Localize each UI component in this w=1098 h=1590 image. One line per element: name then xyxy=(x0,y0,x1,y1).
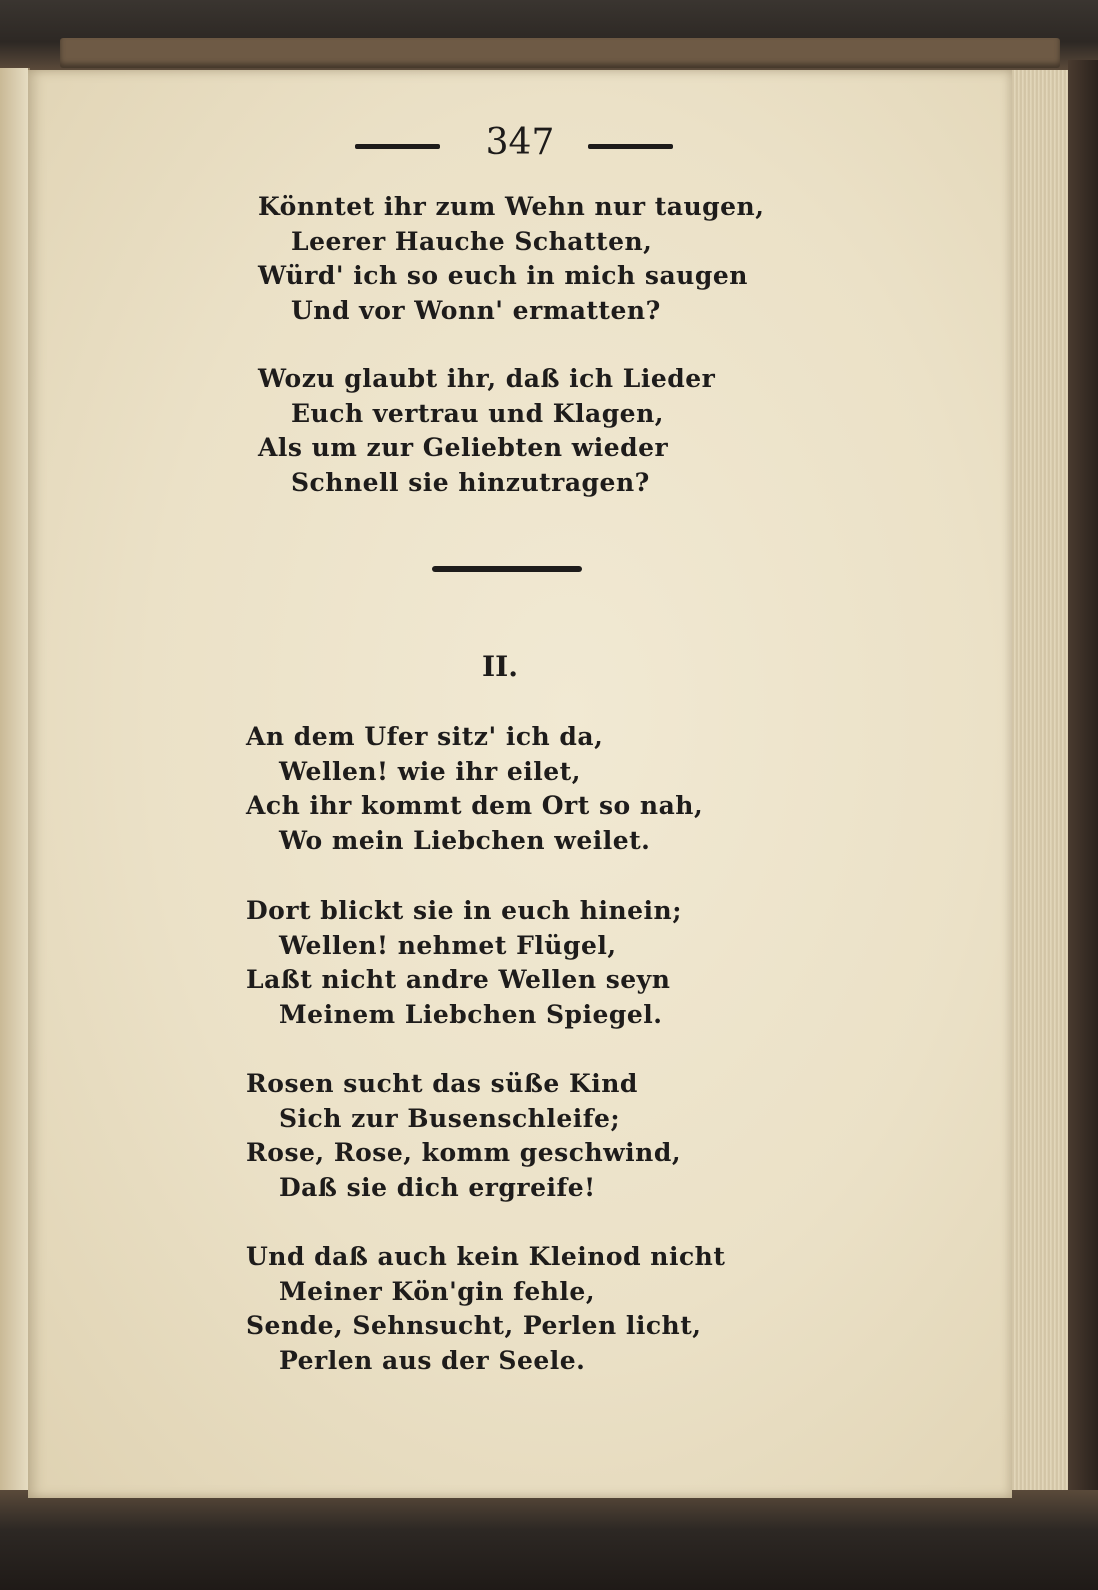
header-dash-right xyxy=(588,144,673,149)
stanza xyxy=(246,720,703,859)
verse-line: Als um zur Geliebten wieder xyxy=(258,433,669,463)
verse-line: Daß sie dich ergreife! xyxy=(279,1173,596,1203)
verse-line: An dem Ufer sitz' ich da, xyxy=(246,722,604,751)
verse-line: Wellen! wie ihr eilet, xyxy=(279,756,581,786)
stanza xyxy=(258,190,764,329)
verse-line: Könntet ihr zum Wehn nur taugen, xyxy=(258,192,765,221)
verse-line: Rose, Rose, komm geschwind, xyxy=(246,1138,682,1168)
page-header xyxy=(320,120,700,170)
verse-line: Dort blickt sie in euch hinein; xyxy=(246,896,682,925)
verse-line: Leerer Hauche Schatten, xyxy=(291,226,653,256)
verse-line: Schnell sie hinzutragen? xyxy=(291,468,650,498)
header-dash-left xyxy=(355,144,440,149)
verse-line: Würd' ich so euch in mich saugen xyxy=(258,261,748,291)
book-cover-right xyxy=(1068,60,1098,1510)
verse-line: Wozu glaubt ihr, daß ich Lieder xyxy=(258,364,716,393)
verse-line: Euch vertrau und Klagen, xyxy=(291,398,664,428)
section-number: II. xyxy=(482,650,518,683)
book-cover-bottom xyxy=(0,1490,1098,1590)
stanza xyxy=(258,362,715,501)
facing-page-edge xyxy=(0,68,30,1498)
page-stack-edge xyxy=(1010,70,1071,1500)
stanza xyxy=(246,894,682,1033)
book-cover-top xyxy=(0,0,1098,70)
verse-line: Sende, Sehnsucht, Perlen licht, xyxy=(246,1311,702,1341)
verse-line: Wo mein Liebchen weilet. xyxy=(279,826,651,856)
stanza xyxy=(246,1240,725,1379)
verse-line: Ach ihr kommt dem Ort so nah, xyxy=(246,791,704,821)
verse-line: Wellen! nehmet Flügel, xyxy=(279,930,617,960)
book-spine-edge xyxy=(60,38,1060,68)
verse-line: Sich zur Busenschleife; xyxy=(279,1103,621,1133)
stanza xyxy=(246,1067,681,1206)
verse-line: Und vor Wonn' ermatten? xyxy=(291,296,661,326)
verse-line: Meinem Liebchen Spiegel. xyxy=(279,1000,663,1030)
verse-line: Rosen sucht das süße Kind xyxy=(246,1069,638,1098)
page-number: 347 xyxy=(485,122,555,163)
verse-line: Und daß auch kein Kleinod nicht xyxy=(246,1242,726,1271)
verse-line: Perlen aus der Seele. xyxy=(279,1346,586,1376)
verse-line: Laßt nicht andre Wellen seyn xyxy=(246,965,671,995)
section-divider xyxy=(432,566,582,572)
verse-line: Meiner Kön'gin fehle, xyxy=(279,1276,596,1306)
